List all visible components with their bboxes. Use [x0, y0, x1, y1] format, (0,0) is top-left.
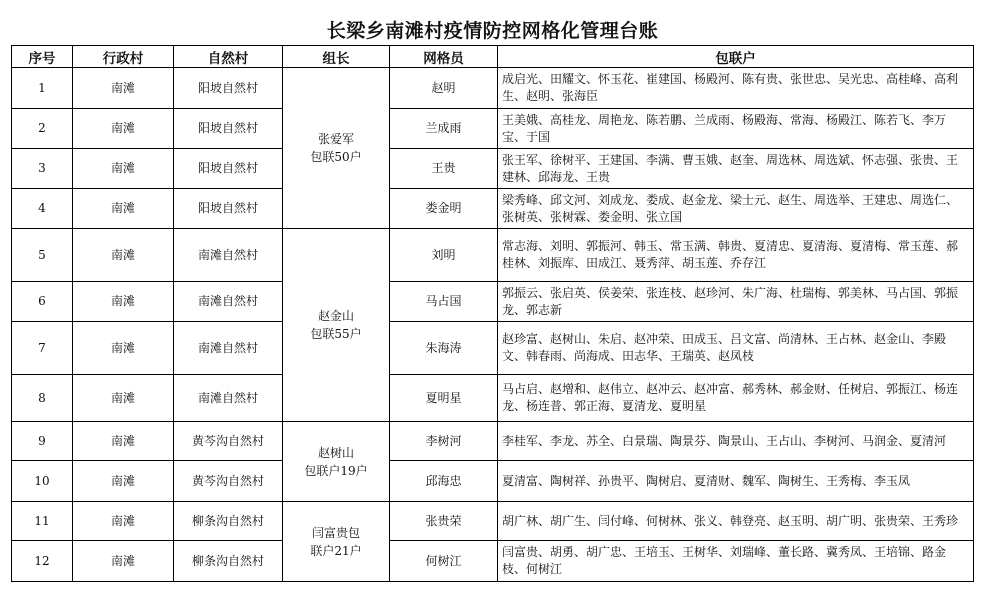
- table-row: [12, 68, 974, 109]
- row-admin-village: 南滩: [73, 282, 174, 322]
- table-row: [12, 375, 974, 422]
- row-no: 6: [12, 282, 73, 322]
- row-no: 4: [12, 189, 73, 229]
- row-gridman: 赵明: [390, 68, 498, 109]
- row-households: 常志海、刘明、郭振河、韩玉、常玉满、韩贵、夏清忠、夏清海、夏清梅、常玉莲、郝桂林、刘振库、田成江、聂秀萍、胡玉莲、乔存江: [498, 229, 974, 282]
- table-row: [12, 322, 974, 375]
- row-no: 1: [12, 68, 73, 109]
- row-admin-village: 南滩: [73, 109, 174, 149]
- table-row: [12, 149, 974, 189]
- table-row: [12, 229, 974, 282]
- row-admin-village: 南滩: [73, 68, 174, 109]
- row-admin-village: 南滩: [73, 541, 174, 582]
- row-natural-village: 南滩自然村: [174, 322, 283, 375]
- header-row: [12, 46, 974, 68]
- group-leader-name: 闫富贵包: [311, 525, 360, 540]
- group-leader-count: 包联55户: [310, 327, 362, 341]
- row-households: 成启光、田耀文、怀玉花、崔建国、杨殿河、陈有贵、张世忠、吴光忠、高桂峰、高利生、赵明、张海臣: [498, 68, 974, 109]
- row-admin-village: 南滩: [73, 189, 174, 229]
- row-natural-village: 柳条沟自然村: [174, 502, 283, 541]
- row-gridman: 李树河: [390, 422, 498, 461]
- header-admin-village: 行政村: [73, 46, 174, 68]
- group-leader-count: 联户21户: [310, 543, 362, 558]
- group-leader-count: 包联50户: [310, 150, 362, 164]
- row-no: 11: [12, 502, 73, 541]
- row-natural-village: 阳坡自然村: [174, 149, 283, 189]
- table-row: [12, 282, 974, 322]
- row-no: 5: [12, 229, 73, 282]
- header-leader: 组长: [283, 46, 390, 68]
- row-gridman: 兰成雨: [390, 109, 498, 149]
- table-row: [12, 189, 974, 229]
- row-natural-village: 南滩自然村: [174, 282, 283, 322]
- row-no: 7: [12, 322, 73, 375]
- row-households: 郭振云、张启英、侯姜荣、张连枝、赵珍河、朱广海、杜瑞梅、郭美林、马占国、郭振龙、郭志新: [498, 282, 974, 322]
- group-leader-count: 包联户19户: [304, 463, 368, 478]
- row-natural-village: 阳坡自然村: [174, 68, 283, 109]
- header-gridman: 网格员: [390, 46, 498, 68]
- row-no: 8: [12, 375, 73, 422]
- table-row: [12, 109, 974, 149]
- group-leader-cell: [283, 229, 390, 422]
- row-gridman: 邱海忠: [390, 461, 498, 502]
- group-leader-cell: [283, 68, 390, 229]
- row-gridman: 夏明星: [390, 375, 498, 422]
- group-leader-name: 张爱军: [317, 132, 354, 146]
- row-gridman: 何树江: [390, 541, 498, 582]
- table-row: [12, 502, 974, 541]
- row-gridman: 娄金明: [390, 189, 498, 229]
- table-row: [12, 541, 974, 582]
- row-households: 闫富贵、胡勇、胡广忠、王培玉、王树华、刘瑞峰、董长路、冀秀凤、王培锦、路金枝、何树江: [498, 541, 974, 582]
- row-admin-village: 南滩: [73, 322, 174, 375]
- group-leader-cell: [283, 502, 390, 582]
- row-natural-village: 南滩自然村: [174, 375, 283, 422]
- header-households: 包联户: [498, 46, 974, 68]
- row-no: 9: [12, 422, 73, 461]
- row-admin-village: 南滩: [73, 375, 174, 422]
- row-gridman: 朱海涛: [390, 322, 498, 375]
- header-no: 序号: [12, 46, 73, 68]
- header-natural-village: 自然村: [174, 46, 283, 68]
- row-households: 王美娥、高桂龙、周艳龙、陈若鹏、兰成雨、杨殿海、常海、杨殿江、陈若飞、李万宝、于国: [498, 109, 974, 149]
- row-households: 赵珍富、赵树山、朱启、赵冲荣、田成玉、吕文富、尚清林、王占林、赵金山、李殿文、韩春雨、尚海成、田志华、王瑞英、赵凤枝: [498, 322, 974, 375]
- row-admin-village: 南滩: [73, 229, 174, 282]
- row-natural-village: 黄芩沟自然村: [174, 422, 283, 461]
- row-natural-village: 阳坡自然村: [174, 189, 283, 229]
- row-gridman: 王贵: [390, 149, 498, 189]
- row-natural-village: 南滩自然村: [174, 229, 283, 282]
- row-households: 梁秀峰、邱文河、刘成龙、娄成、赵金龙、梁士元、赵生、周选举、王建忠、周选仁、张树英、张树霖、娄金明、张立国: [498, 189, 974, 229]
- row-natural-village: 柳条沟自然村: [174, 541, 283, 582]
- row-households: 马占启、赵增和、赵伟立、赵冲云、赵冲富、郝秀林、郝金财、任树启、郭振江、杨连龙、杨连普、郭正海、夏清龙、夏明星: [498, 375, 974, 422]
- row-no: 10: [12, 461, 73, 502]
- row-admin-village: 南滩: [73, 502, 174, 541]
- table-row: [12, 422, 974, 461]
- row-gridman: 张贵荣: [390, 502, 498, 541]
- row-households: 夏清富、陶树祥、孙贵平、陶树启、夏清财、魏军、陶树生、王秀梅、李玉凤: [498, 461, 974, 502]
- group-leader-name: 赵树山: [317, 445, 354, 460]
- row-admin-village: 南滩: [73, 149, 174, 189]
- row-admin-village: 南滩: [73, 461, 174, 502]
- group-leader-name: 赵金山: [317, 309, 354, 323]
- row-households: 胡广林、胡广生、闫付峰、何树林、张义、韩登亮、赵玉明、胡广明、张贵荣、王秀珍: [498, 502, 974, 541]
- row-households: 张王军、徐树平、王建国、李满、曹玉娥、赵奎、周选林、周选斌、怀志强、张贵、王建林、邱海龙、王贵: [498, 149, 974, 189]
- row-no: 12: [12, 541, 73, 582]
- row-gridman: 马占国: [390, 282, 498, 322]
- row-households: 李桂军、李龙、苏全、白景瑞、陶景芬、陶景山、王占山、李树河、马润金、夏清河: [498, 422, 974, 461]
- row-no: 3: [12, 149, 73, 189]
- row-no: 2: [12, 109, 73, 149]
- row-natural-village: 黄芩沟自然村: [174, 461, 283, 502]
- table-row: [12, 461, 974, 502]
- page-title: 长梁乡南滩村疫情防控网格化管理台账: [326, 20, 659, 42]
- row-natural-village: 阳坡自然村: [174, 109, 283, 149]
- grid-management-table: [11, 45, 974, 582]
- row-gridman: 刘明: [390, 229, 498, 282]
- group-leader-cell: [283, 422, 390, 502]
- row-admin-village: 南滩: [73, 422, 174, 461]
